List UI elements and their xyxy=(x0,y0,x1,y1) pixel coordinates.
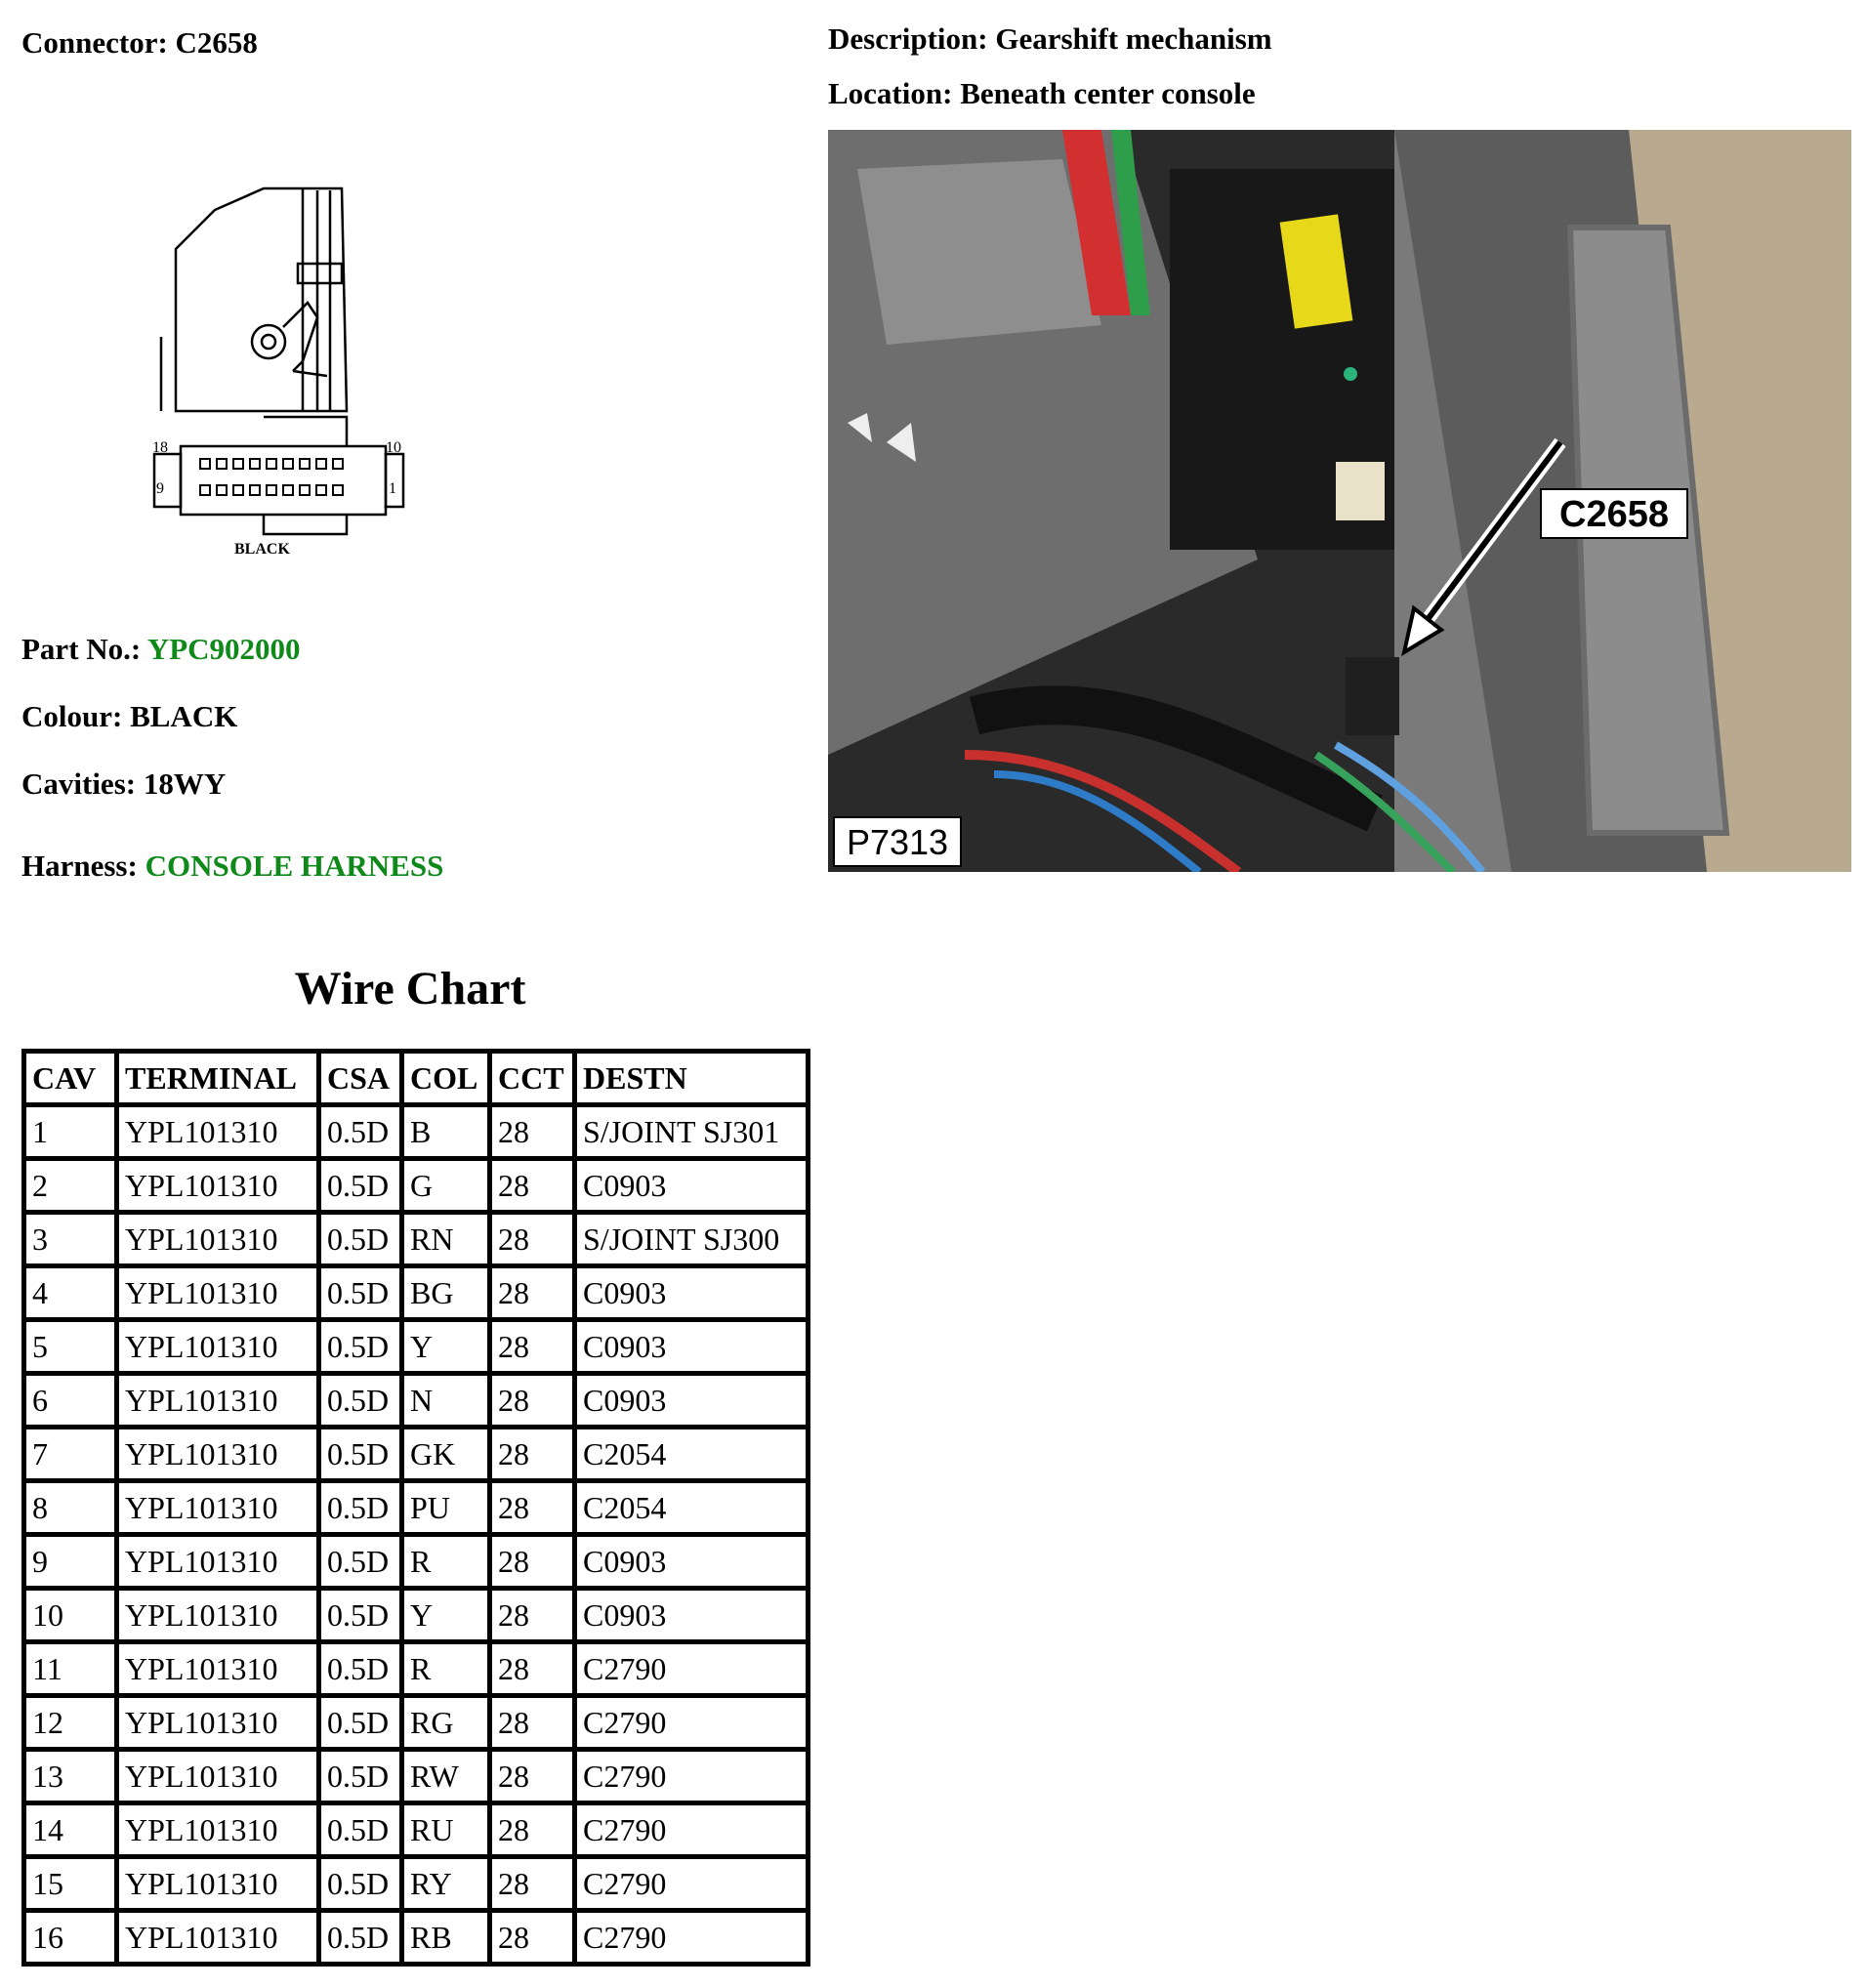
column-header: TERMINAL xyxy=(119,1054,321,1107)
table-cell: C2790 xyxy=(577,1752,806,1805)
table-cell: RB xyxy=(404,1913,492,1962)
table-cell: 28 xyxy=(492,1376,577,1429)
table-cell: RY xyxy=(404,1859,492,1913)
table-cell: BG xyxy=(404,1268,492,1322)
table-row xyxy=(26,1752,806,1805)
table-cell: 28 xyxy=(492,1537,577,1591)
table-cell: 28 xyxy=(492,1215,577,1268)
table-cell: 13 xyxy=(26,1752,119,1805)
table-cell: 28 xyxy=(492,1752,577,1805)
table-cell: S/JOINT SJ300 xyxy=(577,1215,806,1268)
connector-value: C2658 xyxy=(175,25,258,60)
column-header: COL xyxy=(404,1054,492,1107)
harness-line xyxy=(21,849,443,884)
table-row xyxy=(26,1483,806,1537)
table-cell: 0.5D xyxy=(321,1698,404,1752)
table-cell: YPL101310 xyxy=(119,1483,321,1537)
table-cell: YPL101310 xyxy=(119,1215,321,1268)
cavities-value: 18WY xyxy=(143,766,227,801)
table-cell: C0903 xyxy=(577,1376,806,1429)
cavities-label: Cavities: xyxy=(21,766,137,801)
table-cell: 28 xyxy=(492,1483,577,1537)
table-cell: YPL101310 xyxy=(119,1752,321,1805)
table-cell: 4 xyxy=(26,1268,119,1322)
table-cell: YPL101310 xyxy=(119,1537,321,1591)
table-cell: 0.5D xyxy=(321,1752,404,1805)
table-cell: YPL101310 xyxy=(119,1268,321,1322)
table-cell: C2054 xyxy=(577,1483,806,1537)
table-row xyxy=(26,1107,806,1161)
table-row xyxy=(26,1268,806,1322)
table-cell: S/JOINT SJ301 xyxy=(577,1107,806,1161)
table-cell: 16 xyxy=(26,1913,119,1962)
table-cell: 9 xyxy=(26,1537,119,1591)
table-cell: 1 xyxy=(26,1107,119,1161)
column-header: DESTN xyxy=(577,1054,806,1107)
table-cell: C0903 xyxy=(577,1537,806,1591)
table-cell: 0.5D xyxy=(321,1268,404,1322)
wire-chart-table xyxy=(21,1049,810,1967)
column-header: CCT xyxy=(492,1054,577,1107)
table-cell: 14 xyxy=(26,1805,119,1859)
table-cell: YPL101310 xyxy=(119,1161,321,1215)
part-number-line xyxy=(21,632,301,667)
table-cell: 0.5D xyxy=(321,1591,404,1644)
table-cell: YPL101310 xyxy=(119,1805,321,1859)
pin-label-18: 18 xyxy=(152,439,168,456)
table-cell: C2790 xyxy=(577,1698,806,1752)
table-cell: Y xyxy=(404,1591,492,1644)
table-cell: 28 xyxy=(492,1859,577,1913)
table-cell: 28 xyxy=(492,1913,577,1962)
photo-id: P7313 xyxy=(846,822,949,862)
table-row xyxy=(26,1698,806,1752)
table-row xyxy=(26,1161,806,1215)
table-cell: C0903 xyxy=(577,1591,806,1644)
table-cell: Y xyxy=(404,1322,492,1376)
connector-diagram xyxy=(146,181,410,561)
table-cell: 2 xyxy=(26,1161,119,1215)
table-cell: B xyxy=(404,1107,492,1161)
table-cell: 0.5D xyxy=(321,1859,404,1913)
table-cell: R xyxy=(404,1537,492,1591)
location-photo xyxy=(828,130,1851,872)
table-cell: 28 xyxy=(492,1107,577,1161)
part-number-link[interactable]: YPC902000 xyxy=(146,632,301,666)
table-cell: 3 xyxy=(26,1215,119,1268)
table-cell: 28 xyxy=(492,1322,577,1376)
table-cell: 0.5D xyxy=(321,1429,404,1483)
harness-link[interactable]: CONSOLE HARNESS xyxy=(145,849,444,883)
table-cell: YPL101310 xyxy=(119,1859,321,1913)
table-cell: 0.5D xyxy=(321,1322,404,1376)
column-header: CAV xyxy=(26,1054,119,1107)
table-cell: RW xyxy=(404,1752,492,1805)
table-row xyxy=(26,1322,806,1376)
table-cell: YPL101310 xyxy=(119,1107,321,1161)
pin-label-1: 1 xyxy=(389,480,396,497)
table-row xyxy=(26,1376,806,1429)
cavities-line xyxy=(21,766,226,802)
table-row xyxy=(26,1591,806,1644)
wire-chart-title: Wire Chart xyxy=(294,963,526,1015)
location-label: Location: xyxy=(828,76,953,110)
table-cell: YPL101310 xyxy=(119,1376,321,1429)
table-row xyxy=(26,1805,806,1859)
table-cell: 0.5D xyxy=(321,1376,404,1429)
table-cell: 28 xyxy=(492,1698,577,1752)
table-cell: C2790 xyxy=(577,1859,806,1913)
location-line xyxy=(828,76,1256,111)
table-cell: 28 xyxy=(492,1644,577,1698)
colour-value: BLACK xyxy=(130,699,238,733)
table-cell: 5 xyxy=(26,1322,119,1376)
pin-label-9: 9 xyxy=(156,480,164,497)
photo-callout: C2658 xyxy=(1559,494,1669,535)
description-value: Gearshift mechanism xyxy=(995,21,1272,56)
table-cell: RG xyxy=(404,1698,492,1752)
table-cell: 0.5D xyxy=(321,1107,404,1161)
location-value: Beneath center console xyxy=(960,76,1256,110)
table-cell: R xyxy=(404,1644,492,1698)
table-cell: 15 xyxy=(26,1859,119,1913)
colour-label: Colour: xyxy=(21,699,123,733)
table-row xyxy=(26,1859,806,1913)
table-cell: YPL101310 xyxy=(119,1644,321,1698)
table-cell: C2054 xyxy=(577,1429,806,1483)
table-cell: 0.5D xyxy=(321,1161,404,1215)
table-cell: C2790 xyxy=(577,1805,806,1859)
table-cell: RU xyxy=(404,1805,492,1859)
colour-line xyxy=(21,699,237,734)
table-cell: YPL101310 xyxy=(119,1591,321,1644)
table-cell: 0.5D xyxy=(321,1215,404,1268)
table-cell: 0.5D xyxy=(321,1537,404,1591)
description-line xyxy=(828,21,1272,57)
diagram-colour-text: BLACK xyxy=(234,541,290,558)
table-cell: 0.5D xyxy=(321,1805,404,1859)
table-cell: 11 xyxy=(26,1644,119,1698)
part-number-label: Part No.: xyxy=(21,632,142,666)
table-cell: C0903 xyxy=(577,1322,806,1376)
connector-line xyxy=(21,25,258,61)
table-cell: G xyxy=(404,1161,492,1215)
table-cell: 12 xyxy=(26,1698,119,1752)
table-cell: YPL101310 xyxy=(119,1322,321,1376)
table-cell: YPL101310 xyxy=(119,1429,321,1483)
table-cell: 28 xyxy=(492,1429,577,1483)
table-cell: C0903 xyxy=(577,1268,806,1322)
table-row xyxy=(26,1429,806,1483)
table-cell: GK xyxy=(404,1429,492,1483)
table-cell: C2790 xyxy=(577,1644,806,1698)
table-cell: 28 xyxy=(492,1591,577,1644)
table-cell: 28 xyxy=(492,1161,577,1215)
table-cell: 7 xyxy=(26,1429,119,1483)
table-cell: 0.5D xyxy=(321,1483,404,1537)
pin-label-10: 10 xyxy=(386,439,401,456)
table-cell: 10 xyxy=(26,1591,119,1644)
connector-label: Connector: xyxy=(21,25,168,60)
table-cell: 0.5D xyxy=(321,1644,404,1698)
table-cell: 0.5D xyxy=(321,1913,404,1962)
table-row xyxy=(26,1644,806,1698)
table-row xyxy=(26,1537,806,1591)
table-cell: C2790 xyxy=(583,1919,667,1955)
table-cell: C0903 xyxy=(577,1161,806,1215)
description-label: Description: xyxy=(828,21,988,56)
table-cell: 8 xyxy=(26,1483,119,1537)
table-cell: YPL101310 xyxy=(119,1698,321,1752)
table-cell: 28 xyxy=(492,1805,577,1859)
column-header: CSA xyxy=(321,1054,404,1107)
harness-label: Harness: xyxy=(21,849,138,883)
table-cell: PU xyxy=(404,1483,492,1537)
table-row xyxy=(26,1913,806,1962)
table-cell: 6 xyxy=(26,1376,119,1429)
table-cell: RN xyxy=(404,1215,492,1268)
table-cell: YPL101310 xyxy=(119,1913,321,1962)
table-header-row xyxy=(26,1054,806,1107)
table-cell: 28 xyxy=(492,1268,577,1322)
table-cell: N xyxy=(404,1376,492,1429)
table-row xyxy=(26,1215,806,1268)
